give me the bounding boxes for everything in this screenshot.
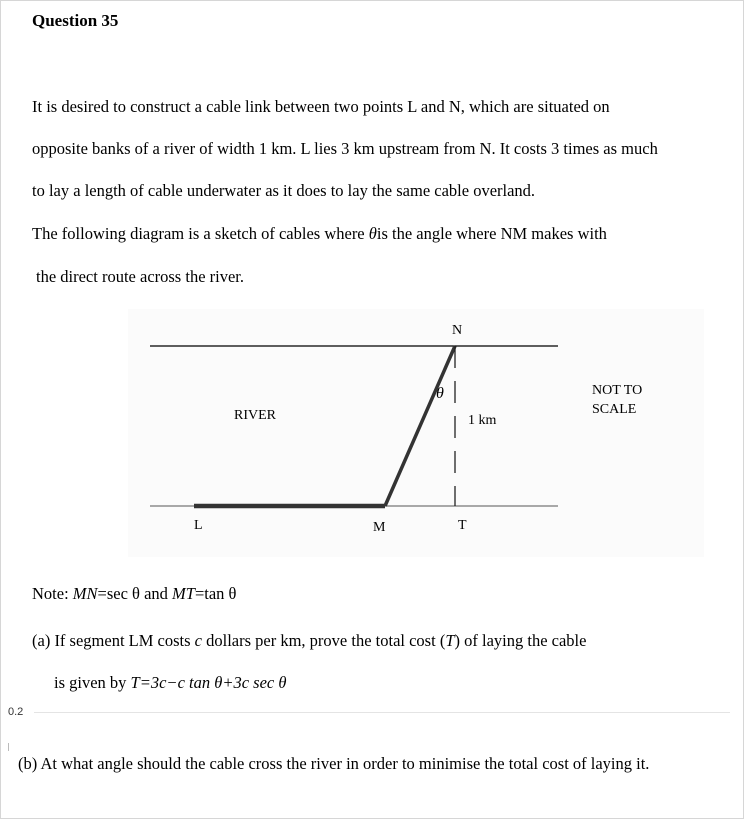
- label-t: T: [458, 518, 467, 533]
- body-line-2: opposite banks of a river of width 1 km. L lies 3 km upstream from N. It costs 3 times as much: [32, 139, 658, 158]
- label-n: N: [452, 323, 463, 338]
- part-a-t: T: [445, 631, 455, 650]
- label-width: 1 km: [468, 413, 497, 428]
- note-prefix: Note:: [32, 584, 73, 603]
- diagram-drawing: [128, 309, 704, 557]
- label-m: M: [373, 520, 386, 535]
- label-l: L: [194, 518, 203, 533]
- theta-symbol: θ: [368, 224, 377, 243]
- cable-mn: [385, 346, 455, 506]
- body-line-4-a: The following diagram is a sketch of cables where: [32, 224, 369, 243]
- label-river: RIVER: [234, 408, 276, 423]
- note-line: [32, 584, 236, 604]
- note-mt-expr: =tan θ: [194, 584, 237, 603]
- part-a-line-1: [32, 631, 586, 651]
- label-theta: θ: [436, 385, 444, 402]
- margin-label: 0.2: [8, 706, 24, 718]
- body-line-4: [32, 224, 607, 244]
- part-a-text-2: dollars per km, prove the total cost (: [202, 631, 446, 650]
- body-line-3: to lay a length of cable underwater as it does to lay the same cable overland.: [32, 181, 536, 200]
- part-a-text-3: ) of laying the cable: [454, 631, 587, 650]
- note-mn: MN: [72, 584, 98, 603]
- river-diagram: [128, 309, 704, 557]
- part-a-text-1: (a) If segment LM costs: [32, 631, 195, 650]
- body-line-5: the direct route across the river.: [36, 267, 244, 286]
- note-and: and: [139, 584, 173, 603]
- total-cost-formula: T=3c−c tan θ+3c sec θ: [130, 673, 287, 692]
- label-not-to: NOT TO: [592, 383, 643, 398]
- body-line-4-c: is the angle where NM makes with: [376, 224, 607, 243]
- body-line-1: It is desired to construct a cable link between two points L and N, which are situated on: [32, 97, 610, 116]
- section-divider: [34, 712, 730, 713]
- part-b-question: (b) At what angle should the cable cross the river in order to minimise the total cost of laying it.: [18, 754, 650, 773]
- note-mt: MT: [172, 584, 195, 603]
- note-mn-expr: =sec θ: [97, 584, 140, 603]
- label-scale: SCALE: [592, 402, 637, 417]
- question-title: Question 35: [32, 11, 119, 30]
- part-a-line-2: [54, 673, 286, 693]
- margin-tick: [8, 743, 9, 751]
- part-a-text-4: is given by: [54, 673, 131, 692]
- part-a-c: c: [194, 631, 202, 650]
